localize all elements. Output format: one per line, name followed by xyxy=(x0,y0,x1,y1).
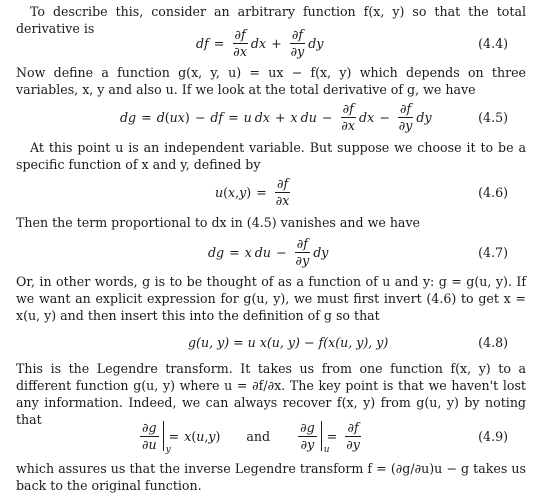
equation-number: (4.9) xyxy=(478,428,508,444)
equation-4-4: df = $\frac{\partial f}{\partial x}$ dx + $\frac{\partial f}{\partial y}$ dy (4.4) xyxy=(0,23,540,63)
equation-4-9: $\frac{\partial g}{\partial u}$ y = x ( u , y ) and $\frac{\partial g}{\partial y}$ u = $\frac{\partial f}{\partial y}$ (4.9) xyxy=(0,416,540,456)
paragraph-5: Or, in other words, g is to be thought of as a function of u and y: g = g(u, y). If we want an explicit expression for g(u, y), we must first invert (4.6) to get x = x(u, y) and then insert this into the definition of g so that xyxy=(16,274,526,323)
paragraph-7: which assures us that the inverse Legendre transform f = (∂g/∂u)u − g takes us back to the original function. xyxy=(16,461,526,493)
equation-number: (4.5) xyxy=(478,109,508,125)
equation-number: (4.6) xyxy=(478,184,508,200)
equation-number: (4.8) xyxy=(478,334,508,350)
equation-4-7: dg = x du − $\frac{\partial f}{\partial y}$ dy (4.7) xyxy=(0,232,540,272)
equation-4-8: g(u, y) = u x(u, y) − f(x(u, y), y) (4.8) xyxy=(0,322,540,362)
paragraph-2: Now define a function g(x, y, u) = ux − f(x, y) which depends on three variables, x, y and also u. If we look at the total derivative of g, we have xyxy=(16,65,526,97)
paragraph-4: Then the term proportional to dx in (4.5) vanishes and we have xyxy=(16,215,421,230)
and-word: and xyxy=(246,428,271,444)
paragraph-3: At this point u is an independent variable. But suppose we choose it to be a specific function of x and y, defined by xyxy=(16,140,526,172)
equation-number: (4.4) xyxy=(478,35,508,51)
equation-number: (4.7) xyxy=(478,244,508,260)
equation-4-5: dg = d ( ux ) − df = u dx + x du − $\frac{\partial f}{\partial x}$ dx − $\frac{\partial f}{\partial y}$ dy (4.5) xyxy=(0,97,540,137)
paragraph-6: This is the Legendre transform. It takes us from one function f(x, y) to a different function g(u, y) where u = ∂f/∂x. The key point is that we haven't lost any information. Indeed, we can always recover f(x, y) from g(u, y) by noting that xyxy=(16,361,526,427)
paragraph-1: To describe this, consider an arbitrary function f(x, y) so that the total derivative is xyxy=(16,4,526,36)
equation-4-6: u ( x , y ) = $\frac{\partial f}{\partial x}$ (4.6) xyxy=(0,172,540,212)
